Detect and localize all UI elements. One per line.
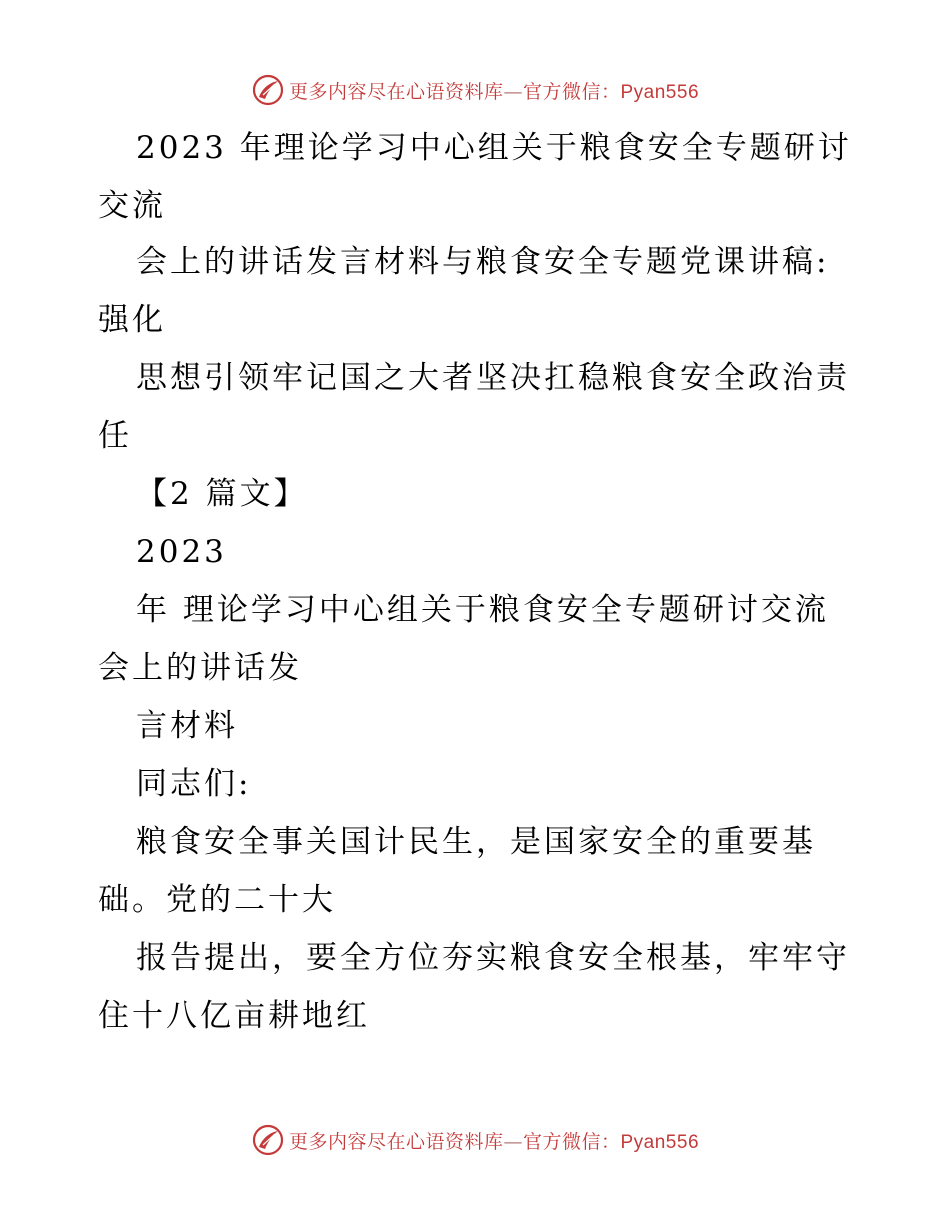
title-line-5: 思想引领牢记国之大者坚决扛稳粮食安全政治责	[136, 360, 850, 396]
subtitle-line-2: 会上的讲话发	[98, 650, 302, 686]
article-count-line: 【2 篇文】	[136, 476, 308, 512]
salutation-line: 同志们:	[136, 766, 252, 802]
header-banner	[0, 70, 950, 110]
brand-logo-icon	[251, 1123, 285, 1157]
brand-logo-icon	[251, 73, 285, 107]
subtitle-line-3: 言材料	[136, 708, 238, 744]
title-line-4: 强化	[98, 302, 166, 338]
paragraph-line-4: 住十八亿亩耕地红	[98, 998, 370, 1034]
paragraph-line-3: 报告提出，要全方位夯实粮食安全根基，牢牢守	[136, 940, 850, 976]
title-line-1: 2023 年理论学习中心组关于粮食安全专题研讨	[136, 130, 852, 166]
banner-text: 更多内容尽在心语资料库—官方微信：Pyan556	[288, 1130, 700, 1153]
banner-text: 更多内容尽在心语资料库—官方微信：Pyan556	[288, 80, 700, 103]
title-line-2: 交流	[98, 188, 166, 224]
year-line: 2023	[136, 534, 227, 570]
paragraph-line-2: 础。党的二十大	[98, 882, 336, 918]
title-line-6: 任	[98, 418, 132, 454]
title-line-3: 会上的讲话发言材料与粮食安全专题党课讲稿:	[136, 244, 830, 280]
footer-banner	[0, 1120, 950, 1160]
subtitle-line-1: 年 理论学习中心组关于粮食安全专题研讨交流	[136, 592, 829, 628]
paragraph-line-1: 粮食安全事关国计民生，是国家安全的重要基	[136, 824, 816, 860]
